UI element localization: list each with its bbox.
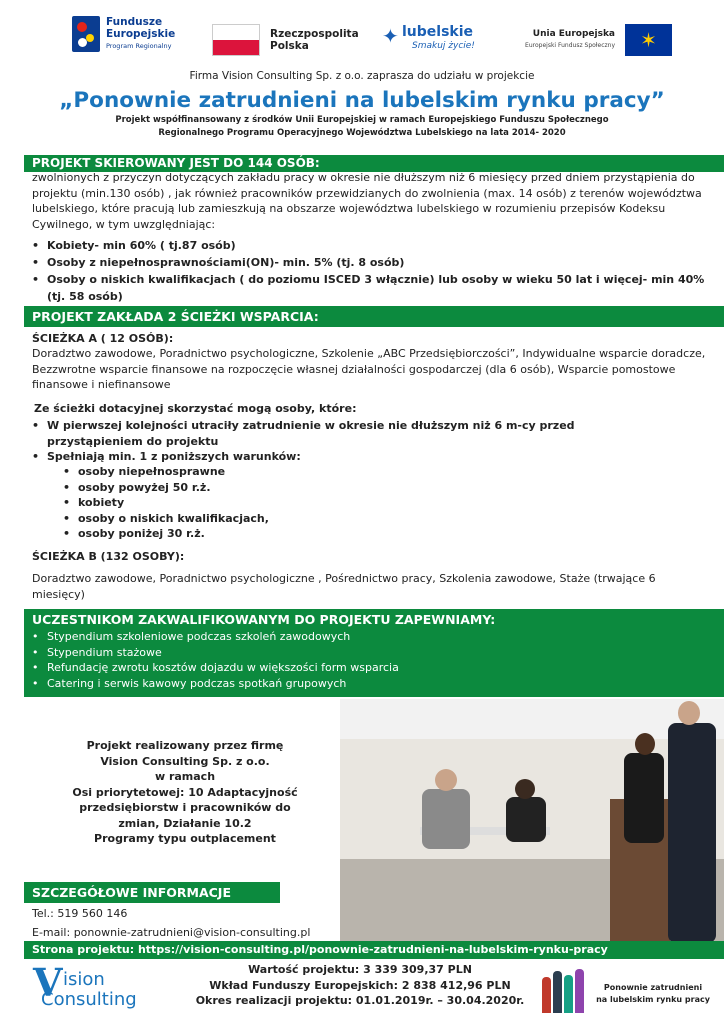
list-item: • Catering i serwis kawowy podczas spotkań grupowych	[32, 676, 399, 692]
section2-heading: PROJEKT ZAKŁADA 2 ŚCIEŻKI WSPARCIA:	[24, 306, 724, 327]
lubelskie-logo	[382, 22, 482, 58]
project-financials	[180, 962, 540, 1009]
conditions-list	[63, 464, 463, 542]
intro-text: Firma Vision Consulting Sp. z o.o. zaprasza do udziału w projekcie	[189, 70, 535, 82]
list-item: • kobiety	[63, 495, 463, 511]
benefits-list	[32, 629, 399, 691]
dotation-title: Ze ścieżki dotacyjnej skorzystać mogą osoby, które:	[34, 402, 357, 415]
list-item: • Spełniają min. 1 z poniższych warunków:	[32, 449, 672, 465]
dotation-bullets	[32, 418, 672, 465]
benefits-heading: UCZESTNIKOM ZAKWALIFIKOWANYM DO PROJEKTU ZAPEWNIAMY:	[32, 612, 496, 627]
footer-project-name-line1: Ponownie zatrudnieni	[603, 983, 703, 992]
eu-title: Unia Europejska	[532, 29, 615, 39]
section1-heading: PROJEKT SKIEROWANY JEST DO 144 OSÓB:	[24, 155, 724, 172]
eu-flag-icon: ✶	[625, 24, 672, 56]
polish-flag-icon	[212, 24, 260, 56]
list-item: • Kobiety- min 60% ( tj.87 osób)	[32, 237, 712, 254]
list-item: • Refundację zwrotu kosztów dojazdu w większości form wsparcia	[32, 660, 399, 676]
project-info-line: Programy typu outplacement	[94, 832, 276, 845]
project-info-line: zmian, Działanie 10.2	[118, 816, 252, 830]
project-info-line: Vision Consulting Sp. z o.o.	[100, 754, 270, 768]
email-link[interactable]: E-mail: ponownie-zatrudnieni@vision-consulting.pl	[32, 926, 311, 939]
website-link[interactable]: Strona projektu: https://vision-consulting.pl/ponownie-zatrudnieni-na-lubelskim-rynku-pracy	[24, 941, 724, 959]
rzeczpospolita-label: Rzeczpospolita Polska	[270, 28, 359, 52]
vision-consulting-logo	[33, 960, 143, 1013]
fe-logo-subtitle: Program Regionalny	[106, 42, 172, 50]
path-a-text: Doradztwo zawodowe, Poradnictwo psychologiczne, Szkolenie „ABC Przedsiębiorczości”, Indywidualne wsparcie doradcze, Bezzwrotne wsparcie finansowe na rozpoczęcie własnej działalności gospodarczej (dla 6 osób), Wsparcie pomostowe finansowe i niefinansowe	[32, 347, 706, 391]
footer-project-name-line2: na lubelskim rynku pracy	[596, 995, 710, 1004]
path-b-title: ŚCIEŻKA B (132 OSOBY):	[32, 550, 185, 563]
contact-heading: SZCZEGÓŁOWE INFORMACJE	[24, 882, 280, 903]
vc-logo-v: V	[33, 960, 63, 1005]
list-item: • Stypendium szkoleniowe podczas szkoleń zawodowych	[32, 629, 399, 645]
project-info-line: przedsiębiorstw i pracowników do	[79, 801, 291, 814]
benefits-box	[24, 609, 724, 697]
office-photo	[340, 699, 724, 943]
vc-logo-consulting: Consulting	[41, 989, 137, 1010]
project-info	[40, 738, 330, 847]
fundusze-europejskie-logo	[72, 10, 182, 58]
footer-project-name	[586, 982, 720, 1006]
subtitle-line-1: Projekt współfinansowany z środków Unii Europejskiej w ramach Europejskiego Funduszu Społecznego	[115, 115, 609, 125]
project-info-line: w ramach	[154, 770, 216, 783]
people-icon	[540, 965, 590, 1013]
lubelskie-mark-icon: ✦	[382, 24, 399, 48]
path-a-title: ŚCIEŻKA A ( 12 OSÓB):	[32, 332, 174, 345]
eu-subtitle: Europejski Fundusz Społeczny	[525, 42, 615, 49]
list-item: • W pierwszej kolejności utraciły zatrudnienie w okresie nie dłuższym niż 6 m-cy przed przystąpieniem do projektu	[32, 418, 672, 449]
subtitle	[60, 114, 664, 140]
vc-logo-ision: ision	[63, 969, 105, 990]
list-item: • osoby powyżej 50 r.ż.	[63, 480, 463, 496]
lubelskie-slogan: Smakuj życie!	[412, 41, 475, 51]
list-item: • Stypendium stażowe	[32, 645, 399, 661]
section1-bullets	[32, 237, 712, 305]
fe-emblem-icon	[72, 16, 100, 52]
page-title: „Ponownie zatrudnieni na lubelskim rynku pracy”	[59, 88, 665, 113]
eu-contribution: Wkład Funduszy Europejskich: 2 838 412,96 PLN	[209, 978, 511, 992]
list-item: • Osoby z niepełnosprawnościami(ON)- min. 5% (tj. 8 osób)	[32, 254, 712, 271]
section1-text: zwolnionych z przyczyn dotyczących zakładu pracy w okresie nie dłuższym niż 6 miesięcy przed dniem przystąpienia do projektu (min.130 osób) , jak również pracowników przewidzianych do zwolnienia (max. 14 osób) z terenów województwa lubelskiego, które pracują lub zamieszkują na obszarze województwa lubelskiego w rozumieniu przepisów Kodeksu Cywilnego, w tym uwzględniając:	[32, 171, 702, 231]
list-item: • osoby niepełnosprawne	[63, 464, 463, 480]
path-b-text: Doradztwo zawodowe, Poradnictwo psychologiczne , Pośrednictwo pracy, Szkolenia zawodowe, Staże (trwające 6 miesięcy)	[32, 572, 656, 601]
list-item: • Osoby o niskich kwalifikacjach ( do poziomu ISCED 3 włącznie) lub osoby w wieku 50 lat i więcej- min 40%(tj. 58 osób)	[32, 271, 712, 305]
fe-logo-title: Fundusze Europejskie	[106, 16, 176, 40]
project-info-line: Projekt realizowany przez firmę	[86, 739, 284, 752]
project-period: Okres realizacji projektu: 01.01.2019r. – 30.04.2020r.	[195, 994, 525, 1007]
project-value: Wartość projektu: 3 339 309,37 PLN	[248, 963, 472, 976]
list-item: • osoby poniżej 30 r.ż.	[63, 526, 463, 542]
phone-number[interactable]: Tel.: 519 560 146	[32, 907, 128, 920]
project-info-line: Osi priorytetowej: 10 Adaptacyjność	[72, 785, 298, 799]
lubelskie-name: lubelskie	[402, 24, 474, 40]
list-item: • osoby o niskich kwalifikacjach,	[63, 511, 463, 527]
subtitle-line-2: Regionalnego Programu Operacyjnego Województwa Lubelskiego na lata 2014- 2020	[158, 128, 566, 138]
